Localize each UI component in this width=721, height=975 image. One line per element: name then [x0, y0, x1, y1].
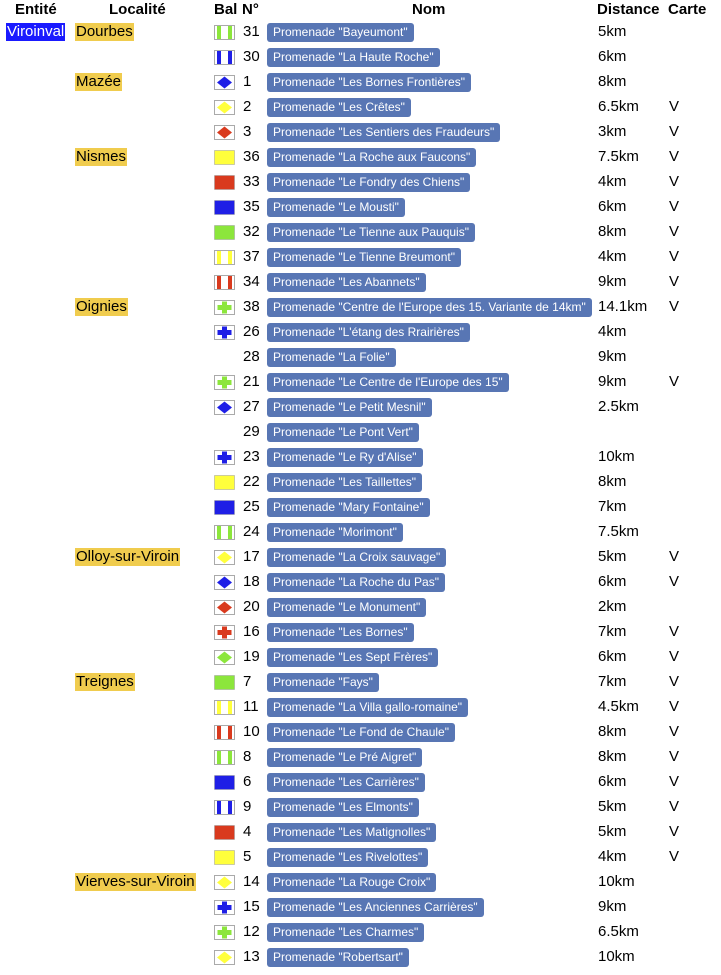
walk-number: 25 — [243, 498, 260, 515]
table-row — [0, 447, 721, 472]
walk-distance: 6km — [598, 648, 627, 665]
walk-name-button[interactable]: Promenade "Les Rivelottes" — [267, 848, 428, 867]
locality-label: Oignies — [76, 298, 127, 315]
walk-distance: 6.5km — [598, 98, 639, 115]
walk-name-button[interactable]: Promenade "Les Matignolles" — [267, 823, 436, 842]
trail-marker-diamond-blue-icon — [214, 400, 235, 415]
walk-number: 31 — [243, 23, 260, 40]
trail-marker-rect-green-icon — [214, 675, 235, 690]
walk-name-button[interactable]: Promenade "Fays" — [267, 673, 379, 692]
map-available-mark: V — [669, 248, 680, 265]
table-row — [0, 672, 721, 697]
table-row — [0, 872, 721, 897]
table-row — [0, 822, 721, 847]
walk-number: 8 — [243, 748, 252, 765]
trail-marker-rect-yellow-icon — [214, 150, 235, 165]
walk-number: 12 — [243, 923, 260, 940]
trail-marker-diamond-yellow-icon — [214, 550, 235, 565]
walk-number: 5 — [243, 848, 252, 865]
walk-number: 37 — [243, 248, 260, 265]
walk-number: 21 — [243, 373, 260, 390]
locality-label: Treignes — [76, 673, 134, 690]
walk-number: 20 — [243, 598, 260, 615]
map-available-mark: V — [669, 148, 680, 165]
walk-name-button[interactable]: Promenade "La Roche du Pas" — [267, 573, 445, 592]
header-nom: Nom — [412, 1, 446, 18]
walk-name-button[interactable]: Promenade "Les Bornes" — [267, 623, 414, 642]
table-row — [0, 947, 721, 972]
walk-number: 4 — [243, 823, 252, 840]
walk-number: 3 — [243, 123, 252, 140]
walk-name-button[interactable]: Promenade "Les Sept Frères" — [267, 648, 438, 667]
walk-number: 26 — [243, 323, 260, 340]
walk-distance: 10km — [598, 448, 635, 465]
map-available-mark: V — [669, 623, 680, 640]
walk-number: 30 — [243, 48, 260, 65]
walk-number: 32 — [243, 223, 260, 240]
walk-name-button[interactable]: Promenade "Le Ry d'Alise" — [267, 448, 423, 467]
walk-number: 17 — [243, 548, 260, 565]
table-row — [0, 597, 721, 622]
map-available-mark: V — [669, 173, 680, 190]
table-row — [0, 247, 721, 272]
walk-distance: 8km — [598, 748, 627, 765]
walk-name-button[interactable]: Promenade "Les Anciennes Carrières" — [267, 898, 484, 917]
map-available-mark: V — [669, 123, 680, 140]
trail-marker-diamond-yellow-icon — [214, 950, 235, 965]
walk-name-button[interactable]: Promenade "Le Pont Vert" — [267, 423, 419, 442]
walk-distance: 6.5km — [598, 923, 639, 940]
table-row — [0, 472, 721, 497]
walk-name-button[interactable]: Promenade "La Villa gallo-romaine" — [267, 698, 468, 717]
map-available-mark: V — [669, 823, 680, 840]
trail-marker-rect-blue-icon — [214, 775, 235, 790]
trail-marker-cross-blue-icon — [214, 325, 235, 340]
locality-label: Vierves-sur-Viroin — [76, 873, 195, 890]
trail-marker-v-red-icon — [214, 275, 235, 290]
table-row — [0, 522, 721, 547]
trail-marker-cross-blue-icon — [214, 450, 235, 465]
walk-name-button[interactable]: Promenade "Les Crêtes" — [267, 98, 411, 117]
trail-marker-diamond-red-icon — [214, 125, 235, 140]
trail-marker-cross-red-icon — [214, 625, 235, 640]
walk-name-button[interactable]: Promenade "La Folie" — [267, 348, 396, 367]
trail-marker-rect-red-icon — [214, 825, 235, 840]
walk-name-button[interactable]: Promenade "Robertsart" — [267, 948, 409, 967]
walk-name-button[interactable]: Promenade "La Rouge Croix" — [267, 873, 436, 892]
table-row — [0, 222, 721, 247]
walk-name-button[interactable]: Promenade "Le Fondry des Chiens" — [267, 173, 470, 192]
walk-number: 14 — [243, 873, 260, 890]
walk-distance: 5km — [598, 548, 627, 565]
walk-distance: 4km — [598, 248, 627, 265]
table-row — [0, 622, 721, 647]
trail-marker-diamond-yellow-icon — [214, 100, 235, 115]
walk-distance: 4.5km — [598, 698, 639, 715]
trail-marker-rect-blue-icon — [214, 200, 235, 215]
trail-marker-v-green-icon — [214, 25, 235, 40]
walk-name-button[interactable]: Promenade "Le Mousti" — [267, 198, 405, 217]
locality-label: Dourbes — [76, 23, 133, 40]
map-available-mark: V — [669, 723, 680, 740]
walk-number: 6 — [243, 773, 252, 790]
walk-distance: 6km — [598, 773, 627, 790]
walk-number: 7 — [243, 673, 252, 690]
walk-number: 24 — [243, 523, 260, 540]
table-row — [0, 347, 721, 372]
walk-name-button[interactable]: Promenade "Le Petit Mesnil" — [267, 398, 432, 417]
walk-distance: 8km — [598, 223, 627, 240]
table-row — [0, 772, 721, 797]
table-row — [0, 747, 721, 772]
table-row — [0, 422, 721, 447]
walk-name-button[interactable]: Promenade "Le Centre de l'Europe des 15" — [267, 373, 509, 392]
map-available-mark: V — [669, 848, 680, 865]
map-available-mark: V — [669, 798, 680, 815]
trail-marker-v-red-icon — [214, 725, 235, 740]
table-row — [0, 72, 721, 97]
walk-distance: 4km — [598, 323, 627, 340]
walk-distance: 8km — [598, 73, 627, 90]
walk-distance: 7km — [598, 673, 627, 690]
table-row — [0, 297, 721, 322]
walk-number: 23 — [243, 448, 260, 465]
trail-marker-diamond-green-icon — [214, 650, 235, 665]
trail-marker-cross-blue-icon — [214, 900, 235, 915]
walk-number: 22 — [243, 473, 260, 490]
walk-distance: 5km — [598, 798, 627, 815]
header-bal: Bal — [214, 1, 238, 18]
walk-number: 29 — [243, 423, 260, 440]
walk-name-button[interactable]: Promenade "Le Fond de Chaule" — [267, 723, 455, 742]
locality-label: Olloy-sur-Viroin — [76, 548, 180, 565]
walk-distance: 9km — [598, 898, 627, 915]
walk-distance: 5km — [598, 23, 627, 40]
walk-number: 10 — [243, 723, 260, 740]
trail-marker-v-green-icon — [214, 525, 235, 540]
table-row — [0, 372, 721, 397]
walk-number: 1 — [243, 73, 252, 90]
table-row — [0, 122, 721, 147]
table-row — [0, 697, 721, 722]
walk-distance: 8km — [598, 473, 627, 490]
table-row — [0, 47, 721, 72]
walk-distance: 4km — [598, 173, 627, 190]
trail-marker-rect-yellow-icon — [214, 850, 235, 865]
table-row — [0, 922, 721, 947]
trail-marker-v-yellow-icon — [214, 700, 235, 715]
trail-marker-diamond-yellow-icon — [214, 875, 235, 890]
table-row — [0, 272, 721, 297]
trail-marker-rect-green-icon — [214, 225, 235, 240]
map-available-mark: V — [669, 223, 680, 240]
table-row — [0, 172, 721, 197]
walk-distance: 2.5km — [598, 398, 639, 415]
walk-number: 2 — [243, 98, 252, 115]
table-row — [0, 547, 721, 572]
walk-distance: 10km — [598, 948, 635, 965]
walk-number: 35 — [243, 198, 260, 215]
walk-number: 11 — [243, 698, 259, 715]
table-row — [0, 97, 721, 122]
walk-number: 18 — [243, 573, 260, 590]
table-row — [0, 497, 721, 522]
walk-number: 34 — [243, 273, 260, 290]
map-available-mark: V — [669, 298, 680, 315]
table-row — [0, 197, 721, 222]
map-available-mark: V — [669, 673, 680, 690]
header-entite: Entité — [15, 1, 57, 18]
walk-name-button[interactable]: Promenade "Le Tienne aux Pauquis" — [267, 223, 475, 242]
walk-number: 16 — [243, 623, 260, 640]
trail-marker-cross-green-icon — [214, 925, 235, 940]
trail-marker-v-blue-icon — [214, 800, 235, 815]
header-distance: Distance — [597, 1, 660, 18]
map-available-mark: V — [669, 773, 680, 790]
walk-name-button[interactable]: Promenade "Les Sentiers des Fraudeurs" — [267, 123, 500, 142]
map-available-mark: V — [669, 98, 680, 115]
walk-number: 33 — [243, 173, 260, 190]
walk-number: 28 — [243, 348, 260, 365]
table-row — [0, 572, 721, 597]
walk-name-button[interactable]: Promenade "La Croix sauvage" — [267, 548, 446, 567]
walk-name-button[interactable]: Promenade "Les Taillettes" — [267, 473, 422, 492]
walk-distance: 6km — [598, 198, 627, 215]
walk-name-button[interactable]: Promenade "Le Pré Aigret" — [267, 748, 422, 767]
map-available-mark: V — [669, 648, 680, 665]
walk-number: 36 — [243, 148, 260, 165]
walk-number: 15 — [243, 898, 260, 915]
table-row — [0, 897, 721, 922]
walk-distance: 4km — [598, 848, 627, 865]
table-row — [0, 22, 721, 47]
locality-label: Nismes — [76, 148, 127, 165]
table-row — [0, 147, 721, 172]
walk-name-button[interactable]: Promenade "Mary Fontaine" — [267, 498, 430, 517]
map-available-mark: V — [669, 198, 680, 215]
walk-name-button[interactable]: Promenade "Le Monument" — [267, 598, 426, 617]
walk-distance: 6km — [598, 48, 627, 65]
map-available-mark: V — [669, 548, 680, 565]
table-row — [0, 397, 721, 422]
walk-distance: 7km — [598, 623, 627, 640]
walk-distance: 8km — [598, 723, 627, 740]
walk-distance: 6km — [598, 573, 627, 590]
walk-name-button[interactable]: Promenade "La Haute Roche" — [267, 48, 440, 67]
walk-distance: 9km — [598, 273, 627, 290]
trail-marker-v-yellow-icon — [214, 250, 235, 265]
table-row — [0, 847, 721, 872]
walk-name-button[interactable]: Promenade "L'étang des Rrairières" — [267, 323, 470, 342]
map-available-mark: V — [669, 373, 680, 390]
walk-number: 13 — [243, 948, 260, 965]
entity-label: Viroinval — [7, 23, 65, 40]
trail-marker-rect-red-icon — [214, 175, 235, 190]
walk-number: 9 — [243, 798, 252, 815]
trail-marker-cross-green-icon — [214, 375, 235, 390]
trail-marker-diamond-blue-icon — [214, 575, 235, 590]
map-available-mark: V — [669, 748, 680, 765]
header-num: N° — [242, 1, 259, 18]
walk-distance: 9km — [598, 348, 627, 365]
walk-number: 19 — [243, 648, 260, 665]
walk-name-button[interactable]: Promenade "Les Charmes" — [267, 923, 424, 942]
table-row — [0, 647, 721, 672]
table-row — [0, 722, 721, 747]
walk-number: 38 — [243, 298, 260, 315]
walk-distance: 7.5km — [598, 523, 639, 540]
walk-distance: 3km — [598, 123, 627, 140]
map-available-mark: V — [669, 273, 680, 290]
table-row — [0, 797, 721, 822]
map-available-mark: V — [669, 698, 680, 715]
walk-name-button[interactable]: Promenade "Les Abannets" — [267, 273, 426, 292]
walk-name-button[interactable]: Promenade "Bayeumont" — [267, 23, 414, 42]
walk-distance: 7km — [598, 498, 627, 515]
trail-marker-rect-yellow-icon — [214, 475, 235, 490]
header-carte: Carte — [668, 1, 707, 18]
walk-name-button[interactable]: Promenade "Le Tienne Breumont" — [267, 248, 461, 267]
walk-name-button[interactable]: Promenade "Centre de l'Europe des 15. Variante de 14km" — [267, 298, 592, 317]
trail-marker-diamond-blue-icon — [214, 75, 235, 90]
locality-label: Mazée — [76, 73, 122, 90]
walk-name-button[interactable]: Promenade "Les Elmonts" — [267, 798, 419, 817]
walk-distance: 2km — [598, 598, 627, 615]
walk-name-button[interactable]: Promenade "Morimont" — [267, 523, 403, 542]
walk-name-button[interactable]: Promenade "La Roche aux Faucons" — [267, 148, 476, 167]
walk-distance: 5km — [598, 823, 627, 840]
walk-name-button[interactable]: Promenade "Les Bornes Frontières" — [267, 73, 471, 92]
map-available-mark: V — [669, 573, 680, 590]
walk-distance: 10km — [598, 873, 635, 890]
trail-marker-diamond-red-icon — [214, 600, 235, 615]
trail-marker-rect-blue-icon — [214, 500, 235, 515]
trail-marker-v-green-icon — [214, 750, 235, 765]
trail-marker-v-blue-icon — [214, 50, 235, 65]
header-localite: Localité — [109, 1, 166, 18]
walk-distance: 9km — [598, 373, 627, 390]
walk-name-button[interactable]: Promenade "Les Carrières" — [267, 773, 425, 792]
walk-distance: 14.1km — [598, 298, 648, 315]
trail-marker-cross-green-icon — [214, 300, 235, 315]
walk-number: 27 — [243, 398, 260, 415]
walk-distance: 7.5km — [598, 148, 639, 165]
table-row — [0, 322, 721, 347]
